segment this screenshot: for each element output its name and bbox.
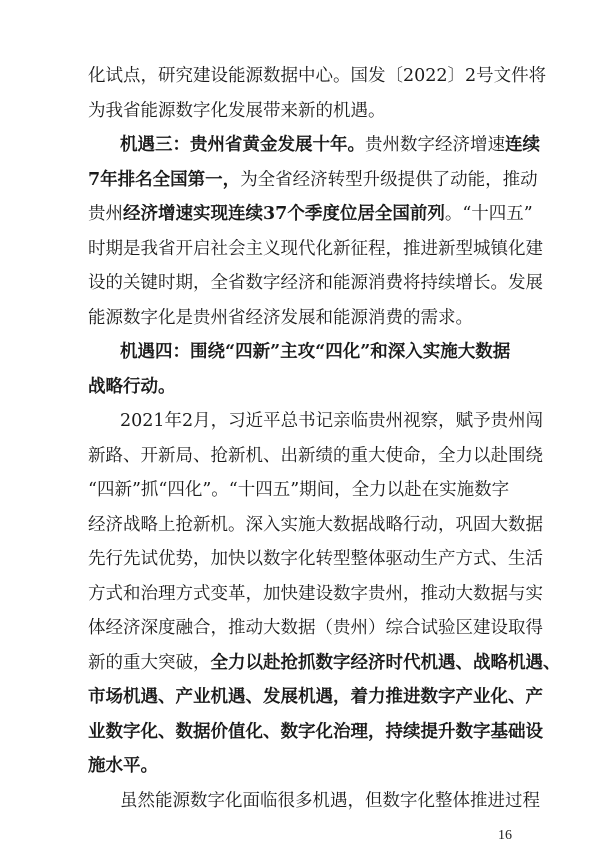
paragraph-1-line-2: 为我省能源数字化发展带来新的机遇。 <box>88 100 386 121</box>
paragraph-4-line-2: 新路、开新局、抢新机、出新绩的重大使命，全力以赴围绕 <box>88 445 543 466</box>
paragraph-2-line-2 <box>88 169 538 191</box>
text-run: 贵州数字经济增速 <box>365 135 505 156</box>
paragraph-2-line-3 <box>88 203 533 225</box>
text-run: 为全省经济转型升级提供了动能，推动 <box>240 169 538 190</box>
text-run-bold: 经济增速实现连续37个季度位居全国前列 <box>123 204 445 225</box>
page-number: 16 <box>498 828 512 843</box>
text-run-bold: 7年排名全国第一， <box>88 169 241 190</box>
opportunity-4-heading-line-1: 机遇四：围绕“四新”主攻“四化”和深入实施大数据 <box>120 342 511 363</box>
paragraph-5-line-1: 虽然能源数字化面临很多机遇，但数字化整体推进过程 <box>120 791 540 811</box>
paragraph-4-line-11: 施水平。 <box>88 756 158 777</box>
paragraph-4-line-8 <box>88 652 561 674</box>
opportunity-3-heading: 机遇三：贵州省黄金发展十年。 <box>120 135 365 156</box>
paragraph-2-line-1 <box>120 134 540 156</box>
paragraph-4-line-4: 经济战略上抢新机。深入实施大数据战略行动，巩固大数据 <box>88 514 543 535</box>
paragraph-4-line-3: “四新”抓“四化”。“十四五”期间，全力以赴在实施数字 <box>88 480 510 501</box>
paragraph-2-line-4: 时期是我省开启社会主义现代化新征程，推进新型城镇化建 <box>88 238 543 259</box>
paragraph-4-line-7: 体经济深度融合，推动大数据（贵州）综合试验区建设取得 <box>88 618 543 639</box>
text-run: 。“十四五” <box>444 204 533 225</box>
opportunity-4-heading-line-2: 战略行动。 <box>88 376 176 397</box>
paragraph-2-line-5: 设的关键时期，全省数字经济和能源消费将持续增长。发展 <box>88 273 543 294</box>
text-run: 新的重大突破， <box>88 652 211 673</box>
paragraph-4-line-10: 业数字化、数据价值化、数字化治理，持续提升数字基础设 <box>88 721 543 742</box>
text-run-bold: 全力以赴抢抓数字经济时代机遇、战略机遇、 <box>210 652 561 673</box>
paragraph-4-line-5: 先行先试优势，加快以数字化转型整体驱动生产方式、生活 <box>88 549 543 570</box>
paragraph-2-line-6: 能源数字化是贵州省经济发展和能源消费的需求。 <box>88 307 473 328</box>
text-run-bold: 连续 <box>505 135 540 156</box>
paragraph-1-line-1: 化试点，研究建设能源数据中心。国发〔2022〕2号文件将 <box>88 66 547 86</box>
paragraph-4-line-6: 方式和治理方式变革，加快建设数字贵州，推动大数据与实 <box>88 583 543 604</box>
paragraph-4-line-1: 2021年2月，习近平总书记亲临贵州视察，赋予贵州闯 <box>120 411 544 432</box>
paragraph-4-line-9: 市场机遇、产业机遇、发展机遇，着力推进数字产业化、产 <box>88 687 543 708</box>
text-run: 贵州 <box>88 204 123 225</box>
